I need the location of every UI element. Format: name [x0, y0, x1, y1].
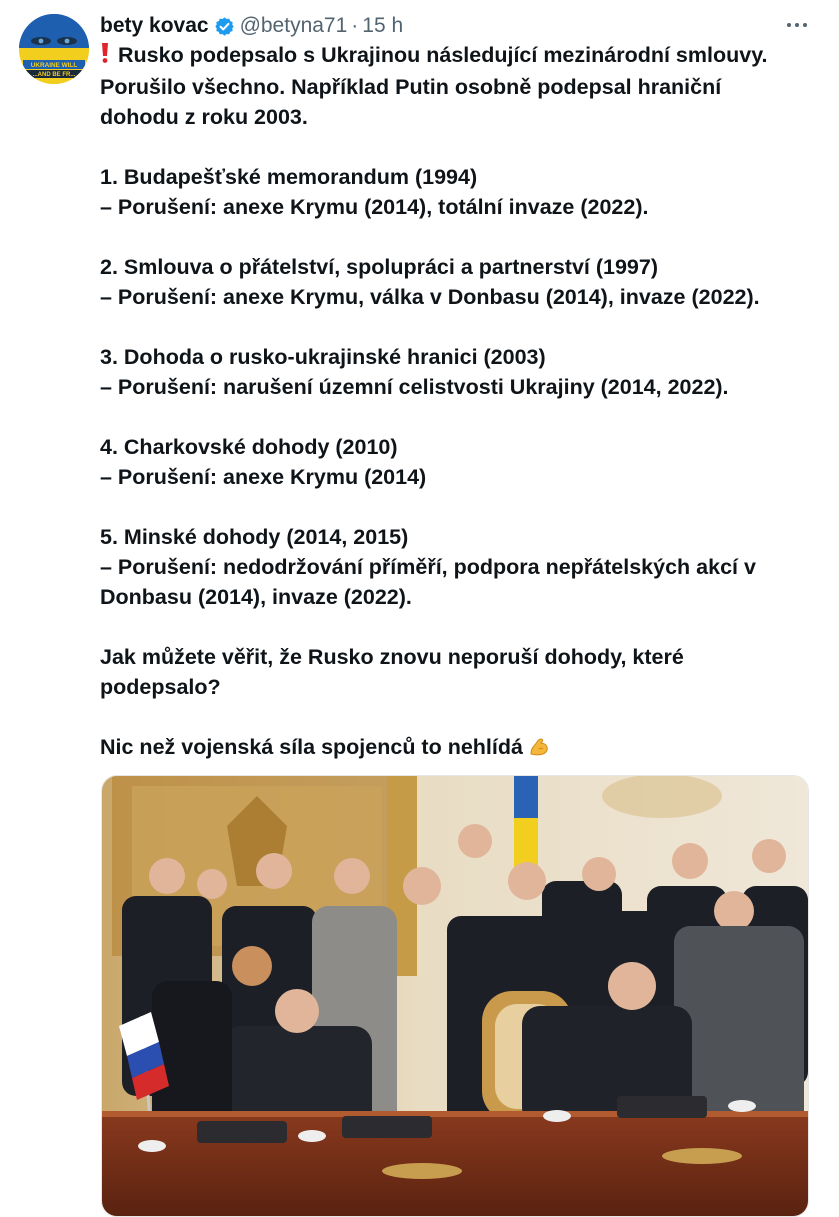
separator-dot: ·: [351, 14, 359, 37]
tweet-text: [100, 40, 825, 766]
closing-line: [100, 732, 825, 766]
text-line: [100, 40, 825, 72]
question-line-1: Jak můžete věřit, že Rusko znovu neporuší dohody, které: [100, 645, 684, 669]
item-2-detail: – Porušení: anexe Krymu, válka v Donbasu (2014), invaze (2022).: [100, 285, 760, 309]
item-4-detail: – Porušení: anexe Krymu (2014): [100, 465, 427, 489]
avatar-text-2: ...AND BE FR...: [32, 72, 76, 78]
item-1-title: 1. Budapešťské memorandum (1994): [100, 165, 478, 189]
avatar-image: [19, 14, 89, 84]
item-3-title: 3. Dohoda o rusko-ukrajinské hranici (2003): [100, 345, 546, 369]
red-exclamation-icon: [100, 42, 110, 72]
intro-line-3: dohodu z roku 2003.: [100, 105, 308, 129]
intro-line-2: Porušilo všechno. Například Putin osobně podepsal hraniční: [100, 75, 722, 99]
user-handle[interactable]: @betyna71: [239, 14, 348, 37]
display-name[interactable]: bety kovac: [100, 14, 209, 37]
item-5-title: 5. Minské dohody (2014, 2015): [100, 525, 409, 549]
timestamp[interactable]: 15 h: [362, 14, 404, 37]
flexed-biceps-icon: [527, 734, 551, 766]
avatar-text-1: UKRAINE WILL: [30, 62, 78, 69]
signing-ceremony-photo: [102, 776, 808, 1216]
item-4-title: 4. Charkovské dohody (2010): [100, 435, 398, 459]
tweet-header: [100, 8, 820, 44]
question-line-2: podepsalo?: [100, 675, 221, 699]
avatar[interactable]: [19, 14, 89, 84]
verified-badge-icon: [214, 16, 235, 37]
item-5-detail-2: Donbasu (2014), invaze (2022).: [100, 585, 412, 609]
item-3-detail: – Porušení: narušení územní celistvosti Ukrajiny (2014, 2022).: [100, 375, 729, 399]
more-options-icon[interactable]: [784, 12, 810, 38]
item-1-detail: – Porušení: anexe Krymu (2014), totální invaze (2022).: [100, 195, 649, 219]
tweet-photo[interactable]: [101, 775, 809, 1217]
intro-line-1: Rusko podepsalo s Ukrajinou následující mezinárodní smlouvy.: [118, 43, 768, 67]
item-2-title: 2. Smlouva o přátelství, spolupráci a partnerství (1997): [100, 255, 659, 279]
item-5-detail-1: – Porušení: nedodržování příměří, podpora nepřátelských akcí v: [100, 555, 756, 579]
closing-text: Nic než vojenská síla spojenců to nehlídá: [100, 735, 523, 759]
